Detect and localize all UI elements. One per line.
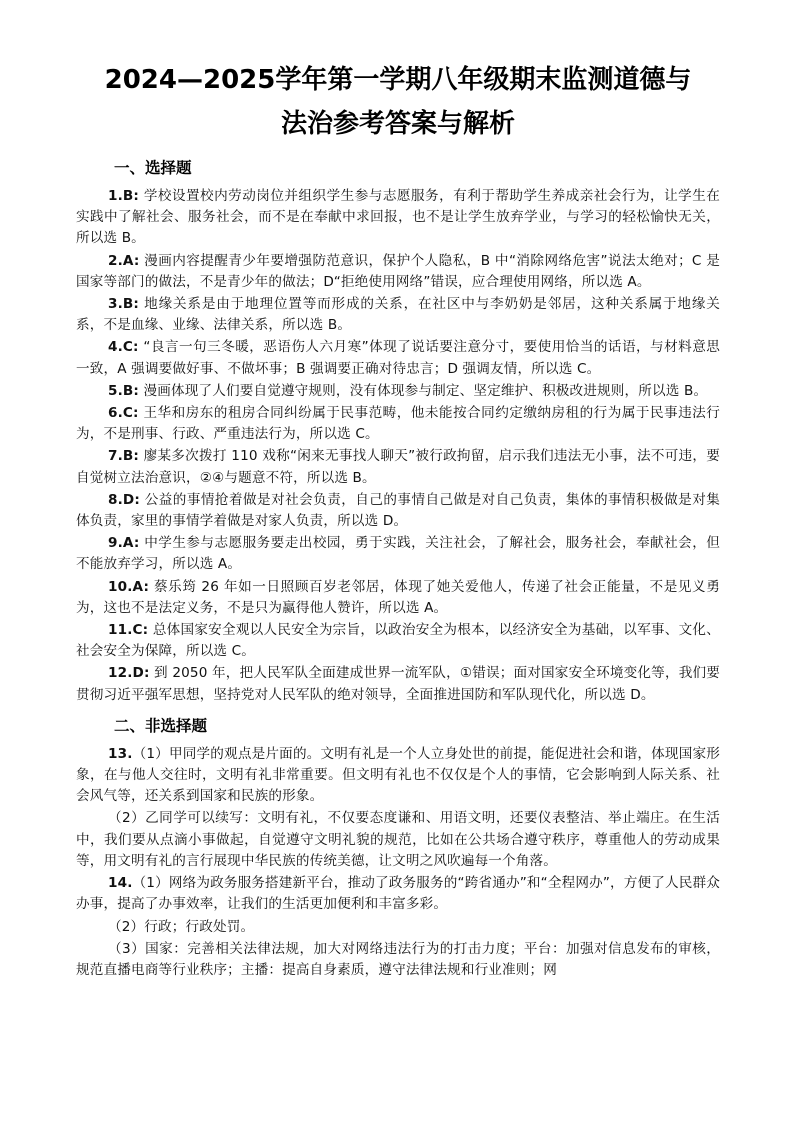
answer-number: 5.B: (108, 382, 140, 399)
title-line-2: 法治参考答案与解析 (280, 109, 515, 139)
answer-text: 公益的事情抢着做是对社会负责，自己的事情自己做是对自己负责，集体的事情积极做是对集体负责，家里的事情学着做是对家人负责，所以选 D。 (76, 491, 720, 530)
answer-number: 3.B: (108, 296, 140, 313)
answer-item (76, 381, 720, 402)
answer-text: 地缘关系是由于地理位置等而形成的关系，在社区中与李奶奶是邻居，这种关系属于地缘关系，不是血缘、业缘、法律关系，所以选 B。 (76, 296, 720, 334)
answer-item (76, 577, 720, 619)
answer-text: （1）甲同学的观点是片面的。文明有礼是一个人立身处世的前提，能促进社会和谐，体现国家形象，在与他人交往时，文明有礼非常重要。但文明有礼也不仅仅是个人的事情，它会影响到人际关系、社会风气等，还关系到国家和民族的形象。 (76, 745, 720, 805)
answer-item (76, 873, 720, 915)
answer-number: 13. (108, 745, 133, 762)
document-title (76, 58, 720, 146)
answer-number: 7.B: (108, 448, 140, 465)
answer-number: 9.A: (108, 535, 140, 552)
answer-item (76, 663, 720, 705)
answer-text: （3）国家：完善相关法律法规，加大对网络违法行为的打击力度；平台：加强对信息发布的审核，规范直播电商等行业秩序；主播：提高自身素质，遵守法律法规和行业准则；网 (76, 940, 720, 978)
answer-text: 总体国家安全观以人民安全为宗旨，以政治安全为根本，以经济安全为基础，以军事、文化、社会安全为保障，所以选 C。 (76, 622, 720, 660)
answer-text: （1）网络为政务服务搭建新平台，推动了政务服务的“跨省通办”和“全程网办”，方便了人民群众办事，提高了办事效率，让我们的生活更加便利和丰富多彩。 (76, 875, 720, 913)
answer-number: 2.A: (108, 252, 140, 269)
answer-number: 12.D: (108, 665, 150, 682)
answer-text: 蔡乐筠 26 年如一日照顾百岁老邻居，体现了她关爱他人，传递了社会正能量，不是见义勇为，这也不是法定义务，不是只为赢得他人赞许，所以选 A。 (76, 578, 720, 616)
answer-number: 10.A: (108, 578, 150, 595)
answer-item (76, 533, 720, 575)
title-line-1: 2024—2025学年第一学期八年级期末监测道德与 (104, 65, 692, 95)
answer-text: 到 2050 年，把人民军队全面建成世界一流军队，①错误；面对国家安全环境变化等，我们要贯彻习近平强军思想，坚持党对人民军队的绝对领导，全面推进国防和军队现代化，所以选 D。 (76, 665, 720, 703)
answer-number: 6.C: (108, 405, 139, 422)
section-non-choice (76, 714, 720, 981)
answer-item (76, 251, 720, 293)
answer-item (76, 446, 720, 488)
answer-text: 学校设置校内劳动岗位并组织学生参与志愿服务，有利于帮助学生养成亲社会行为，让学生在实践中了解社会、服务社会，而不是在奉献中求回报，也不是让学生放弃学业，与学习的轻松愉快无关，所以选 B。 (76, 188, 720, 247)
section-heading: 二、非选择题 (114, 716, 208, 735)
answer-number: 8.D: (108, 491, 140, 508)
answer-item (76, 490, 720, 532)
answer-text: （2）乙同学可以续写：文明有礼，不仅要态度谦和、用语文明，还要仪表整洁、举止端庄。在生活中，我们要从点滴小事做起，自觉遵守文明礼貌的规范，比如在公共场合遵守秩序，尊重他人的劳动成果等，用文明有礼的言行展现中华民族的传统美德，让文明之风吹遍每一个角落。 (76, 810, 720, 869)
answer-text: 漫画内容提醒青少年要增强防范意识，保护个人隐私，B 中“消除网络危害”说法太绝对；C 是国家等部门的做法，不是青少年的做法；D“拒绝使用网络”错误，应合理使用网络，所以选 A。 (76, 252, 720, 290)
answer-text: 廖某多次拨打 110 戏称“闲来无事找人聊天”被行政拘留，启示我们违法无小事，法不可违，要自觉树立法治意识，②④与题意不符，所以选 B。 (76, 448, 720, 486)
answer-text: （2）行政；行政处罚。 (108, 918, 255, 935)
answer-item (76, 744, 720, 808)
answer-number: 11.C: (108, 622, 149, 639)
answer-text: 中学生参与志愿服务要走出校园，勇于实践，关注社会，了解社会，服务社会，奉献社会，但不能放弃学习，所以选 A。 (76, 535, 720, 573)
answer-number: 4.C: (108, 339, 139, 356)
answer-item (76, 808, 720, 872)
answer-text: 王华和房东的租房合同纠纷属于民事范畴，他未能按合同约定缴纳房租的行为属于民事违法行为，不是刑事、行政、严重违法行为，所以选 C。 (76, 405, 720, 443)
answer-item (76, 294, 720, 336)
answer-number: 1.B: (108, 188, 140, 204)
answer-number: 14. (108, 875, 133, 892)
section-heading: 一、选择题 (114, 159, 192, 177)
answer-item (76, 337, 720, 379)
answer-text: “良言一句三冬暖，恶语伤人六月寒”体现了说话要注意分寸，要使用恰当的话语，与材料意思一致，A 强调要做好事、不做坏事；B 强调要正确对待忠言；D 强调友情，所以选 C。 (76, 339, 720, 377)
answer-text: 漫画体现了人们要自觉遵守规则，没有体现参与制定、坚定维护、积极改进规则，所以选 B。 (139, 382, 708, 399)
section-multiple-choice (76, 156, 720, 706)
answer-item (76, 186, 720, 250)
answer-item (76, 620, 720, 662)
answer-item (76, 403, 720, 445)
answer-item (76, 939, 720, 981)
answer-item (76, 917, 720, 938)
